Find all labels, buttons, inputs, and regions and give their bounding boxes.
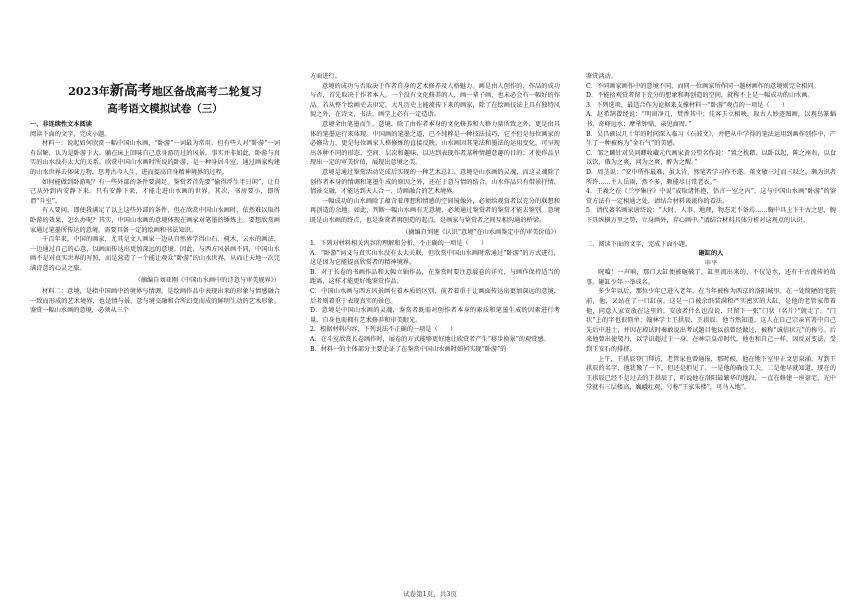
- paragraph: 千百年来，中国的画家，尤其是文人画家一边从自然界学得山石、树木、云水的画法，一边通过自己的心意，以画面传达出更加深远的意境。因此，与西方风景画不同，中国山水画不是对真实世界的写照，而是营造了一个能让观众“卧游”的山水世界，从而让天地一次完满诗意的心灵之旅。: [30, 236, 280, 272]
- paragraph: 鉴赏活动。: [586, 73, 617, 80]
- paragraph: 多少年以后，那位少年已进入老年，在当年被称为西京的洛阳城里，在一处简陋的宅院前，他，又站在了一口缸前。这是一口被余纸装满和严实密实的大缸，是他的老管家带着他，同意人家安放在这里的。安放者什么也没说，只留下一张“门状（名片）”就走了。“门状”上的字也很简单：翰林学士王拱辰、王拱辰，他当然知道。这人在自己宗亲官署中自己先后中进士、并因在殿试时奏敢说出考试题目他以前曾经做过，被称“诚信状元”的称号。后来他曾出使契丹，以学识超过于一身。在神宗皇帝时代，他也和自己一样，因反对变法，受到王安石的排挤。: [586, 288, 836, 354]
- exam-subtitle: 高考语文模拟试卷（三）: [107, 103, 223, 115]
- paragraph: 如何能做到卧游呢？有一些外部的条件要满足。鉴赏者首先要“偷得浮生半日闲”，让自己从外到内安静下来。只有安静下来，才能走进山水画的世界。其次，书房要小，即所谓“斗室”。: [30, 178, 280, 205]
- option: C．中国山水画与西方风景画有着本质的区别，前者着重于让画面传达出更加深远的意境，后者则着重于表现真实的景色。: [310, 288, 560, 305]
- question: 1．下列对材料相关内容的理解和分析，不正确的一项是（ ）: [310, 240, 488, 248]
- question: 3．下列选项，最适合作为论据来支撑材料一“卧游”观点的一项是（ ）: [586, 101, 789, 109]
- paragraph: 方面进行。: [310, 73, 341, 80]
- option: A．在斗室欣赏长卷画作时，展卷的方式能够更好地让欣赏者产生“移步换景”的观赏感。: [310, 336, 550, 344]
- column-middle: [310, 72, 560, 354]
- paragraph: 材料二：意境，是指中国画中的境界与情调，是绘画作品中表现出来的形象与情感融合一致而形成的艺术境界，也是情与景、意与境交融和合所幻变而成的鲜明生动的艺术形象。鉴赏一幅山水画的意境，必须从三个: [30, 288, 280, 315]
- story-author: 申平: [704, 259, 718, 267]
- option: A．赵希鹄曾经说：“明窗净几，焚香其中；佳客玉立相映，取古人妙迹图画，以观鸟篆蜗书，奇峰远水；摩挲钟鼎，亲见商周。”: [586, 111, 836, 128]
- paragraph: 一幅成功的山水画除了蕴含着理想和情感的空间镜像外，必须给观赏者以充分的联想和再创造的余地。如此，判断一幅山水画有无意境，必须通过鉴赏者的鉴赏才能去鉴别。意境既是山水画的终点，也是鉴赏者再创造的起点，是画家与鉴赏者之间互相沟通的桥梁。: [310, 197, 560, 224]
- option: D．不能拾观赏者留下充分的想象和再创造的空间，就称不上是一幅成功的山水画。: [586, 92, 814, 100]
- exam-title: 2023年新高考地区备战高考二轮复习: [68, 83, 262, 99]
- column-left: [30, 120, 280, 316]
- source-note: （摘编自刘亚刚《中国山水画中的诗意与审美规界》）: [134, 276, 280, 284]
- option: B．对于长卷的书画作品和大幅立轴作品，在鉴赏时要注意展卷的详究，与画作保持适当的距离，这样才能更好地鉴赏作品。: [310, 268, 560, 286]
- paragraph: 意境是通过鉴赏活动完成后实现的一种艺术总汇。意境是山水画的灵魂，而这灵魂除了创作者本身的情调和笔墨生成的原因之外，还在于意与情的结合。山水作品只有借景抒情、情景交融，才能达到天人合一、诗画融合的艺术境界。: [310, 168, 560, 196]
- question: 2．根据材料内容，下列说法不正确的一项是（ ）: [310, 326, 457, 334]
- paragraph: 上午，王拱辰登门拜访，老管家也曾通报，那时候，他在地下室里正文思泉涌，写到王拱辰的名字，他犹豫了一下，但还是拒见了。一是他的确没工夫，二是他早就知道，现在的王拱辰已经不是过去的王拱辰了，听说他在洛阳最繁华的地段，一直在修建一座豪宅，光中堂就有三层楼高，巍峨壮观，号称“王家朱楼”，可马入地”。: [586, 355, 836, 392]
- page-footer: 试卷第1页，共3页: [403, 590, 457, 598]
- paragraph: 咣噹！一声响，那口大缸便被砸破了，缸里流出来的，不仅是水，还有千古流传的故事。砸缸少年一举成名。: [586, 269, 836, 286]
- option: D．意境是中国山水画的灵魂，鉴赏者既需对创作者本身的素质和笔墨生成的因素进行考量，自身也需拥有艺术修养和审美眼光。: [310, 307, 560, 324]
- answer-space: [586, 226, 836, 240]
- paragraph: 意境的成功与否取决于作者自身的艺术修养及人格魅力。画是由人创作的，作品的成功与否，首先取决于作者本人。一个没有文化修养的人，画一辈子画，也未必会有一幅好的作品。若从整个绘画史去审定，大凡历史上能流传下来的画家，除了在绘画技法上具有独特风貌之外，在诗文、书法、画学上必有一定造诣。: [310, 82, 560, 119]
- story-title: 砸缸的人: [698, 250, 724, 258]
- option: C．不同画家画作中的意境不同，而同一位画家所作同一题材画作的意境则完全相同。: [586, 82, 820, 90]
- question: 5．清代著名画家唐岱说：“大时、人事、地理，物态无不备焉……胸中具上下千古之思，腕下具纵横万里之势，立身画外，存心画中。”请结合材料具体分析对这观点的认识。: [586, 207, 836, 224]
- option: A．“卧游”词义与真实山水没有太大关联，但欣赏中国山水画时常通过“卧游”的方式进行，这是因为它能提高欣赏者的精神境界。: [310, 249, 560, 267]
- paragraph: 意境全由笔墨而生。意境，除了由作者本身的文化修养和人格力量所致之外，更是由具体的笔墨运行来体现。中国画的笔墨之道，已不纯粹是一种技法技巧，它不但是每位画家的必修功力，更是每位画家人格修炼的直接反映。山水画因其笔法和墨法的运用变化，可呈现出各种不同的形态、空间、层次和趣味，以达到表现作者某种情趣意趣的目的；才使作品呈现出一定的审美价值，展现出意境之美。: [310, 120, 560, 167]
- option: C．邹之麟针对吴问卿收藏元代画家黄公望名作说：“置之枕藉，以卧以起，陈之座右，以食以饮，俄为之爽，问为之爽，醉为之醒。”: [586, 149, 836, 167]
- instruction: 阅读下面的文字，完成小题。: [30, 130, 111, 138]
- section-heading: 一、非连续性文本阅读: [30, 121, 92, 128]
- question: 4．王羲之在《兰亭集序》中说“或取诸怀抱，悟言一室之内”，这与中国山水画“卧游”的鉴赏方法有一定相通之处，请结合材料谈谈你的看法。: [586, 188, 836, 205]
- option: B．材料一的主体部分主要论证了在鉴赏中国山水画时如何实现“卧游”的: [310, 345, 507, 353]
- option: D．周茎说：“安中所作最难，虽太肯，然笔者学习作不遂，董文敏三过而三叹之，颇为识者所许……主人岳雨，然不多，颇能尽日常老衣。”: [586, 168, 836, 186]
- paragraph: 有人要问，即使我满足了以上这些外部的条件，但在欣赏中国山水画时，依然难以取得卧游的效果，怎么办呢？其实，中国山水画的意境体现在画家对笔墨的锤炼上。要想欣赏画家通过笔墨所传达的意境，需要具备一定的绘画和书法知识。: [30, 207, 280, 234]
- section-heading: 二、阅读下面的文字，完成下面小题。: [586, 240, 692, 248]
- option: B．吴昌硕以几十年的时间深入临习《石鼓文》，并把从中学得的笔法运用到画作创作中，产生了一种被称为“金石气”的美感。: [586, 130, 836, 148]
- paragraph: 材料一：说起如何欣赏一幅中国山水画，“卧游”一词最为常用。但有些人对“卧游”一词有误解，认为是卧游于大。躺在床上回味自己意身游历过的风景。事实并非如此，卧游与真实的山水没有太大的关系。欣赏中国山水画时所说的卧游，是一种身居斗室，通过画家构建的山水世界去体味万物、思考古今人生，进而提高自身精神境界的过程。: [30, 140, 280, 176]
- column-right: [586, 72, 836, 393]
- source-note: （摘编自刘建《认识“意境”在山水画鉴定中的审美价值》）: [402, 228, 560, 236]
